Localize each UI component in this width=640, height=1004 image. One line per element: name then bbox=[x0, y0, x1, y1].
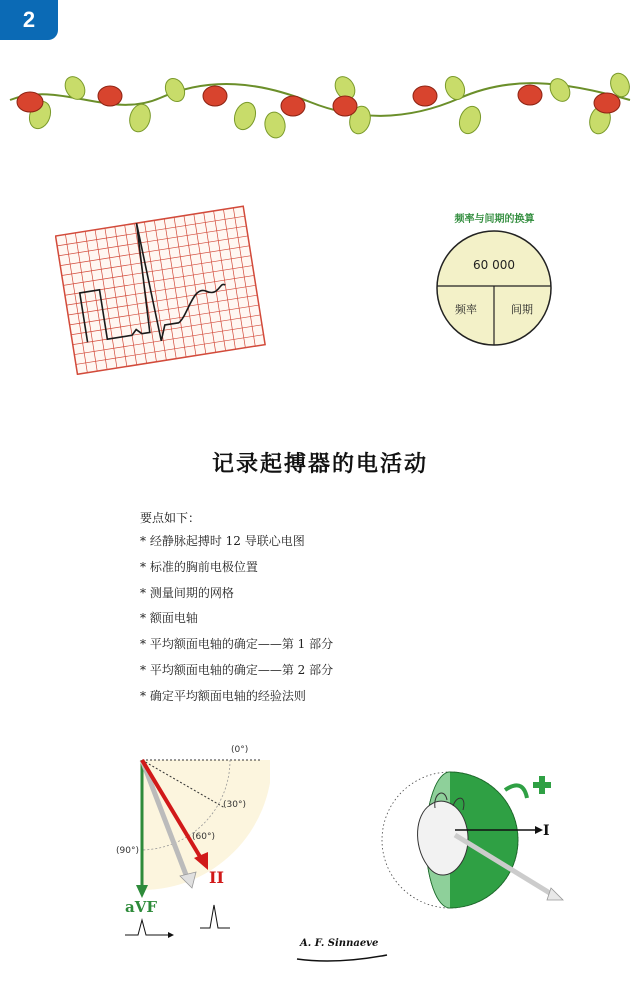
angle-90-label: (90°) bbox=[116, 846, 139, 856]
list-item: * 经静脉起搏时 12 导联心电图 bbox=[140, 534, 305, 548]
author-signature: A. F. Sinnaeve bbox=[300, 938, 379, 949]
list-item: * 标准的胸前电极位置 bbox=[140, 559, 258, 574]
key-points-list bbox=[140, 531, 333, 712]
page-number-badge: 2 bbox=[0, 0, 58, 40]
plus-icon bbox=[533, 776, 551, 794]
curved-arrow-icon bbox=[505, 785, 527, 798]
list-item: * 测量间期的网格 bbox=[140, 585, 234, 600]
key-points-heading: 要点如下： bbox=[140, 511, 201, 525]
lead-ii-label: II bbox=[209, 868, 224, 887]
angle-60-label: (60°) bbox=[192, 832, 215, 842]
angle-0-label: (0°) bbox=[231, 745, 249, 755]
ecg-grid-illustration bbox=[55, 200, 270, 375]
rosehip-vine-border bbox=[0, 70, 640, 145]
list-item: * 平均额面电轴的确定——第 1 部分 bbox=[140, 637, 334, 652]
conversion-circle bbox=[434, 228, 554, 348]
lead-avf-label: aVF bbox=[125, 898, 158, 916]
lead-i-label: I bbox=[543, 823, 550, 839]
heart-hemisphere-diagram bbox=[375, 760, 575, 920]
conversion-interval-label: 间期 bbox=[511, 303, 533, 316]
list-item: * 额面电轴 bbox=[140, 611, 198, 626]
conversion-rate-label: 频率 bbox=[455, 303, 477, 316]
page-title: 记录起搏器的电活动 bbox=[211, 451, 428, 477]
list-item: * 平均额面电轴的确定——第 2 部分 bbox=[140, 662, 334, 677]
angle-30-label: (30°) bbox=[223, 800, 246, 810]
conversion-numerator: 60 000 bbox=[473, 258, 515, 272]
conversion-title: 频率与间期的换算 bbox=[454, 214, 535, 225]
list-item: * 确定平均额面电轴的经验法则 bbox=[140, 688, 306, 703]
